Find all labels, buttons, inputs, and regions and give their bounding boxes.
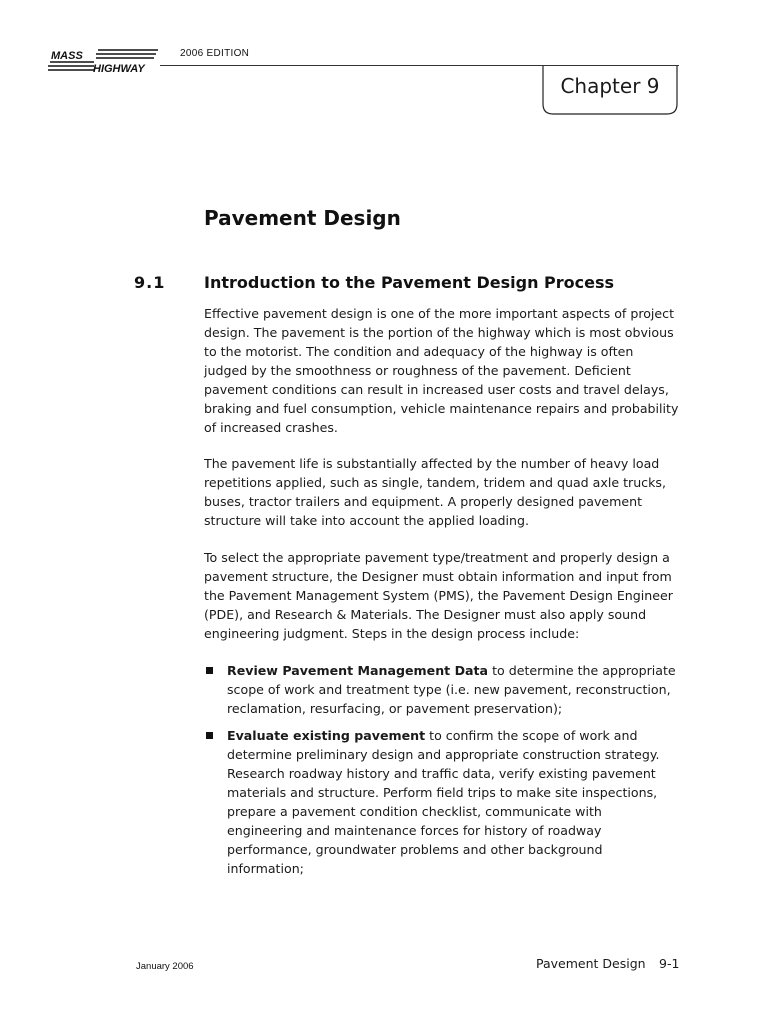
svg-text:MASS: MASS: [51, 50, 83, 62]
svg-text:HIGHWAY: HIGHWAY: [93, 63, 145, 75]
list-item: [204, 661, 680, 718]
square-bullet-icon: [206, 732, 213, 739]
paragraph-2: The pavement life is substantially affected by the number of heavy load repetitions applied, such as single, tandem, tridem and quad axle trucks, buses, tractor trailers and equipment. A properly designed pavement structure will take into account the applied loading.: [204, 456, 666, 528]
footer-title: Pavement Design: [536, 956, 646, 971]
paragraph-1: Effective pavement design is one of the more important aspects of project design. The pavement is the portion of the highway which is most obvious to the motorist. The condition and adequacy of the highway is often judged by the smoothness or roughness of the pavement. Deficient pavement conditions can result in increased user costs and travel delays, braking and fuel consumption, vehicle maintenance repairs and probability of increased crashes.: [204, 306, 679, 435]
paragraph-3: To select the appropriate pavement type/treatment and properly design a pavement structure, the Designer must obtain information and input from the Pavement Management System (PMS), the Pavement Design Engineer (PDE), and Research & Materials. The Designer must also apply sound engineering judgment. Steps in the design process include:: [204, 550, 673, 641]
page-title: Pavement Design: [204, 206, 401, 230]
edition-label: 2006 EDITION: [180, 48, 250, 59]
chapter-tab: [541, 66, 679, 116]
chapter-label: Chapter 9: [560, 74, 660, 98]
list-item: [204, 726, 680, 878]
footer-date: January 2006: [136, 961, 194, 972]
masshighway-logo-graphic: [48, 47, 160, 75]
step-lead: Review Pavement Management Data: [227, 663, 489, 678]
step-lead: Evaluate existing pavement: [227, 728, 426, 743]
step-text: to determine the appropriate scope of work and treatment type (i.e. new pavement, reconstruction, reclamation, resurfacing, or pavement preservation);: [227, 663, 676, 716]
step-text: to confirm the scope of work and determine preliminary design and appropriate construction strategy. Research roadway history and traffic data, verify existing pavement materials and structure. Perform field trips to make site inspections, prepare a pavement condition checklist, communicate with engineering and maintenance forces for history of roadway performance, groundwater problems and other background information;: [227, 728, 660, 876]
masshighway-logo: [48, 47, 160, 75]
section-title: Introduction to the Pavement Design Process: [204, 273, 615, 292]
square-bullet-icon: [206, 667, 213, 674]
page-number: 9-1: [659, 956, 680, 971]
design-steps-list: [204, 661, 680, 886]
section-number: 9.1: [134, 273, 166, 292]
